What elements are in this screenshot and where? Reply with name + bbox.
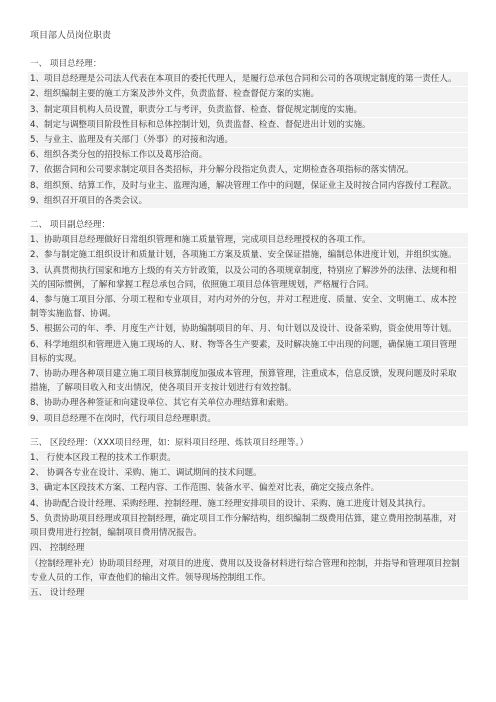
list-item: 1、 行使本区段工程的技术工作职责。: [28, 451, 468, 465]
section-heading: 一、 项目总经理：: [30, 59, 102, 69]
list-item: 9、项目总经理不在岗时，代行项目总经理职责。: [28, 412, 468, 426]
list-item: 5、与业主、监理及有关部门（外事）的对接和沟通。: [28, 133, 468, 147]
section-area-manager: [28, 436, 468, 600]
section-heading: 三、 区段经理：（XXX项目经理，如：原料项目经理、炼铁项目经理等。）: [30, 437, 309, 448]
list-item: 7、依据合同和公司要求制定项目各类招标，并分解分段指定负责人，定期检查各项指标的落实情况。: [28, 163, 468, 177]
list-item: 4、制定与调整项目阶段性目标和总体控制计划，负责监督、检查、督促进出计划的实施。: [28, 118, 468, 132]
list-item: 6、科学地组织和管理进入施工现场的人、财、物等各生产要素，及时解决施工中出现的问题，确保施工项目管理目标的实现。: [28, 338, 468, 366]
list-item: 3、确定本区段技术方案、工程内容、工作范围、装备水平、偏差对比表，确定交接点条件。: [28, 481, 468, 495]
list-item: 2、 协调各专业在设计、采购、施工、调试期间的技术问题。: [28, 466, 468, 480]
section-heading: 二、 项目副总经理：: [30, 220, 111, 231]
list-item: （控制经理补充）协助项目经理，对项目的进度、费用以及设备材料进行综合管理和控制，并指导和管理项目控制专业人员的工作，审查他们的输出文件。领导现场控制组工作。: [28, 557, 468, 585]
list-item: 5、根据公司的年、季、月度生产计划，协助编制项目的年、月、旬计划以及设计、设备采购，资金使用等计划。: [28, 322, 468, 336]
list-item: 4、参与施工项目分部、分项工程和专业项目，对内对外的分包，并对工程进度、质量、安全、文明施工、成本控制等实施监督、协调。: [28, 293, 468, 321]
list-item: 8、组织预、结算工作，及时与业主、监理沟通，解决管理工作中的问题，保证业主及时按合同内容拨付工程款。: [28, 179, 468, 193]
list-item: 1、协助项目总经理做好日常组织管理和施工质量管理，完成项目总经理授权的各项工作。: [28, 233, 468, 247]
list-item: 1、项目总经理是公司法人代表在本项目的委托代理人，是履行总承包合同和公司的各项规定制度的第一责任人。: [28, 72, 468, 86]
list-item: 四、 控制经理: [28, 541, 468, 555]
list-item: 3、制定项目机构人员设置，职责分工与考评，负责监督、检查、督促规定制度的实施。: [28, 103, 468, 117]
list-item: 8、协助办理各种签证和向建设单位、其它有关单位办理结算和索赔。: [28, 396, 468, 410]
document-title: 项目部人员岗位职责: [30, 31, 112, 41]
section-deputy-manager: [28, 218, 468, 426]
list-item: 3、认真贯彻执行国家和地方上级的有关方针政策，以及公司的各项规章制度，特别应了解涉外的法律、法规和相关的国际惯例，了解和掌握工程总承包合同，依照施工项目总体管理规划，严格履行合同。: [28, 264, 468, 292]
list-item: 2、组织编制主要的施工方案及涉外文件，负责监督、检查督促方案的实施。: [28, 87, 468, 101]
list-item: 4、协助配合设计经理、采购经理、控制经理、施工经理安排项目的设计、采购、施工进度计划及其执行。: [28, 497, 468, 511]
list-item: 2、参与制定施工组织设计和质量计划，各项施工方案及质量、安全保证措施，编制总体进度计划，并组织实施。: [28, 248, 468, 262]
list-item: 五、 设计经理: [28, 586, 468, 600]
list-item: 6、组织各类分包的招投标工作以及葛彤洽商。: [28, 148, 468, 162]
section-general-manager: [28, 57, 468, 208]
list-item: 7、协助办理各种项目建立施工项目核算制度加强成本管理，预算管理，注重成本，信息反馈，发现问题及时采取措施，了解项目收入和支出情况，使各项目开支按计划进行有效控制。: [28, 367, 468, 395]
list-item: 9、组织召开项目的各类会议。: [28, 194, 468, 208]
list-item: 5、负责协助项目经理或项目控制经理，确定项目工作分解结构，组织编制二级费用估算，建立费用控制基准，对项目费用进行控制，编制项目费用情况报告。: [28, 512, 468, 540]
